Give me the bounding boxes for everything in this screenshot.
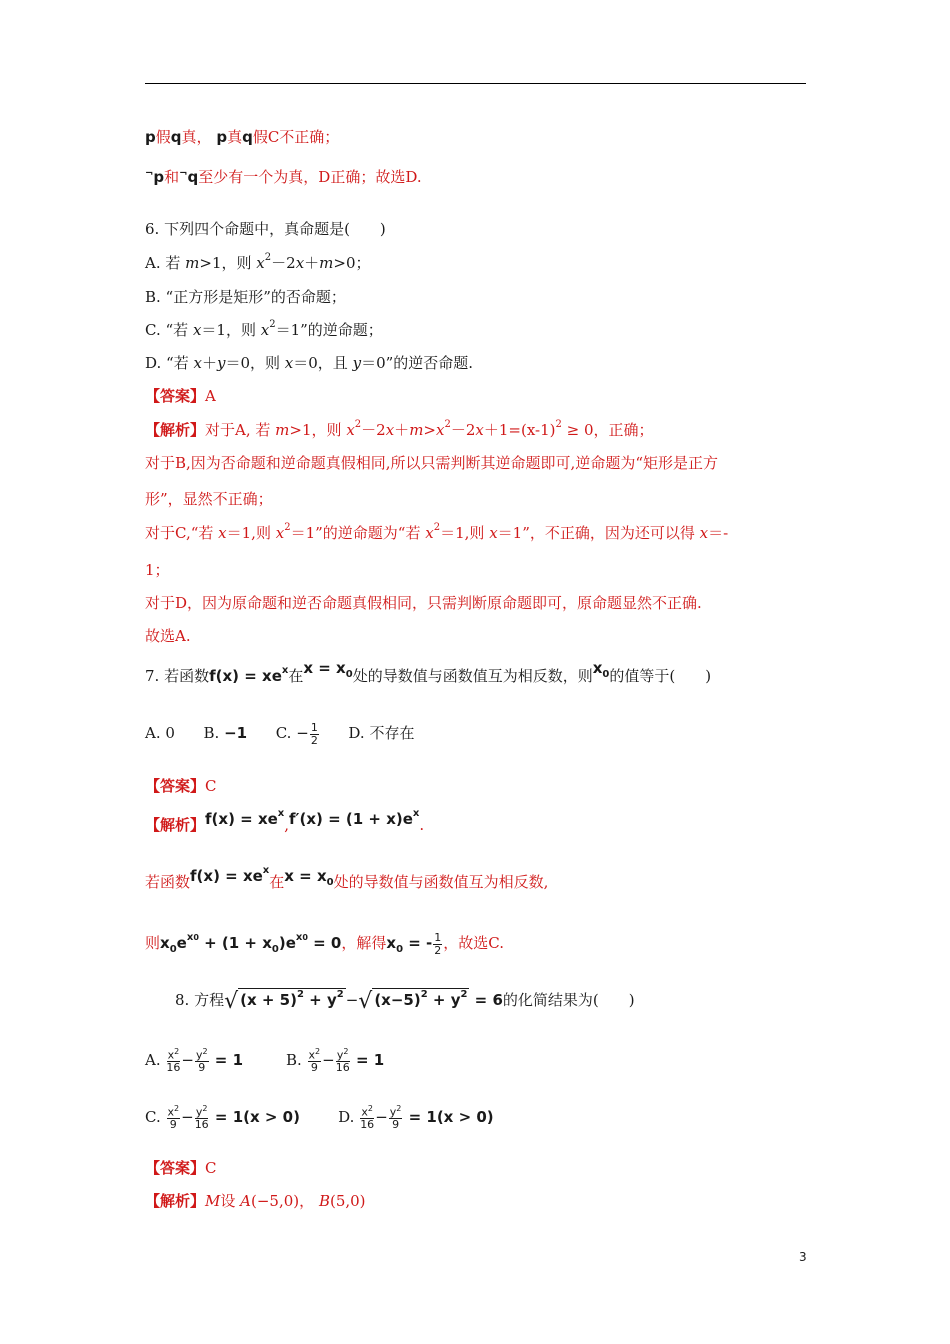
answer-6: 【答案】A	[145, 387, 216, 405]
line-not-p-not-q: ¬p和¬q至少有一个为真，D正确；故选D.	[145, 168, 422, 186]
header-rule	[145, 83, 806, 84]
question-7-options: A. 0 B. −1 C. − $\frac{1}{2}$ D. 不存在	[145, 721, 415, 747]
question-6-stem: 6. 下列四个命题中，真命题是( )	[145, 220, 386, 238]
answer-8: 【答案】C	[145, 1159, 217, 1177]
question-8-options-cd: C. $\frac{x^2}{9}$ − $\frac{y^2}{16}$ = 1(x > 0) D. $\frac{x^2}{16}$ − $\frac{y^2}{9}$ = 1(x > 0)	[145, 1104, 494, 1132]
question-8-options-ab: A. $\frac{x^2}{16}$ − $\frac{y^2}{9}$ = 1 B. $\frac{x^2}{9}$ − $\frac{y^2}{16}$ = 1	[145, 1047, 385, 1075]
explanation-6-line-4: 对于C,“若 x＝1,则 $x^2=1$”的逆命题为“若 $x^2=1$,则 x＝1”，不正确，因为还可以得 x＝-	[145, 522, 729, 542]
question-8-stem: 8. 方程√ $(x + 5)^2 + y^2$ −√ $(x-5)^2 + y^2 = 6$的化简结果为( )	[175, 989, 635, 1014]
explanation-8-line-1: 【解析】M设 A(−5,0)， B(5,0)	[145, 1192, 366, 1210]
explanation-6-line-7: 故选A.	[145, 627, 191, 645]
explanation-7-line-3: 则$x_0e^{x0} + (1 + x_0)e^{x0} = 0$，解得$x_0$ = - $\frac{1}{2}$ ，故选C.	[145, 931, 505, 957]
line-p-q-false: p假q真， p真q假C不正确；	[145, 128, 340, 146]
page-number: 3	[799, 1250, 807, 1264]
explanation-6-line-6: 对于D，因为原命题和逆否命题真假相同，只需判断原命题即可，原命题显然不正确.	[145, 594, 702, 612]
question-6-option-d: D. “若 x＋y＝0，则 x＝0，且 y＝0”的逆否命题.	[145, 354, 474, 372]
explanation-6-line-2: 对于B,因为否命题和逆命题真假相同,所以只需判断其逆命题即可,逆命题为“矩形是正方	[145, 454, 718, 472]
question-6-option-b: B. “正方形是矩形”的否命题；	[145, 288, 346, 306]
question-6-option-a: A. 若 m>1，则 $x^2-2x+m>0$；	[145, 252, 371, 272]
question-7-stem: 7. 若函数$f(x) = xe^x$在$x = x_0$处的导数值与函数值互为相反数，则$x_0$的值等于( )	[145, 659, 712, 685]
explanation-6-line-5: 1；	[145, 561, 170, 579]
question-6-option-c: C. “若 x＝1，则 $x^2=1$”的逆命题；	[145, 319, 383, 339]
explanation-7-line-1: 【解析】$f(x) = xe^x,f'(x) = (1 + x)e^x$.	[145, 808, 425, 834]
explanation-6-line-3: 形”，显然不正确；	[145, 490, 273, 508]
explanation-7-line-2: 若函数$f(x) = xe^x$在$x = x_0$处的导数值与函数值互为相反数,	[145, 865, 549, 891]
explanation-6-line-1: 【解析】对于A, 若 m>1，则 $x^2-2x+m>x^2-2x+1=(x-1)^2 \ge 0$，正确；	[145, 419, 654, 439]
answer-7: 【答案】C	[145, 777, 217, 795]
